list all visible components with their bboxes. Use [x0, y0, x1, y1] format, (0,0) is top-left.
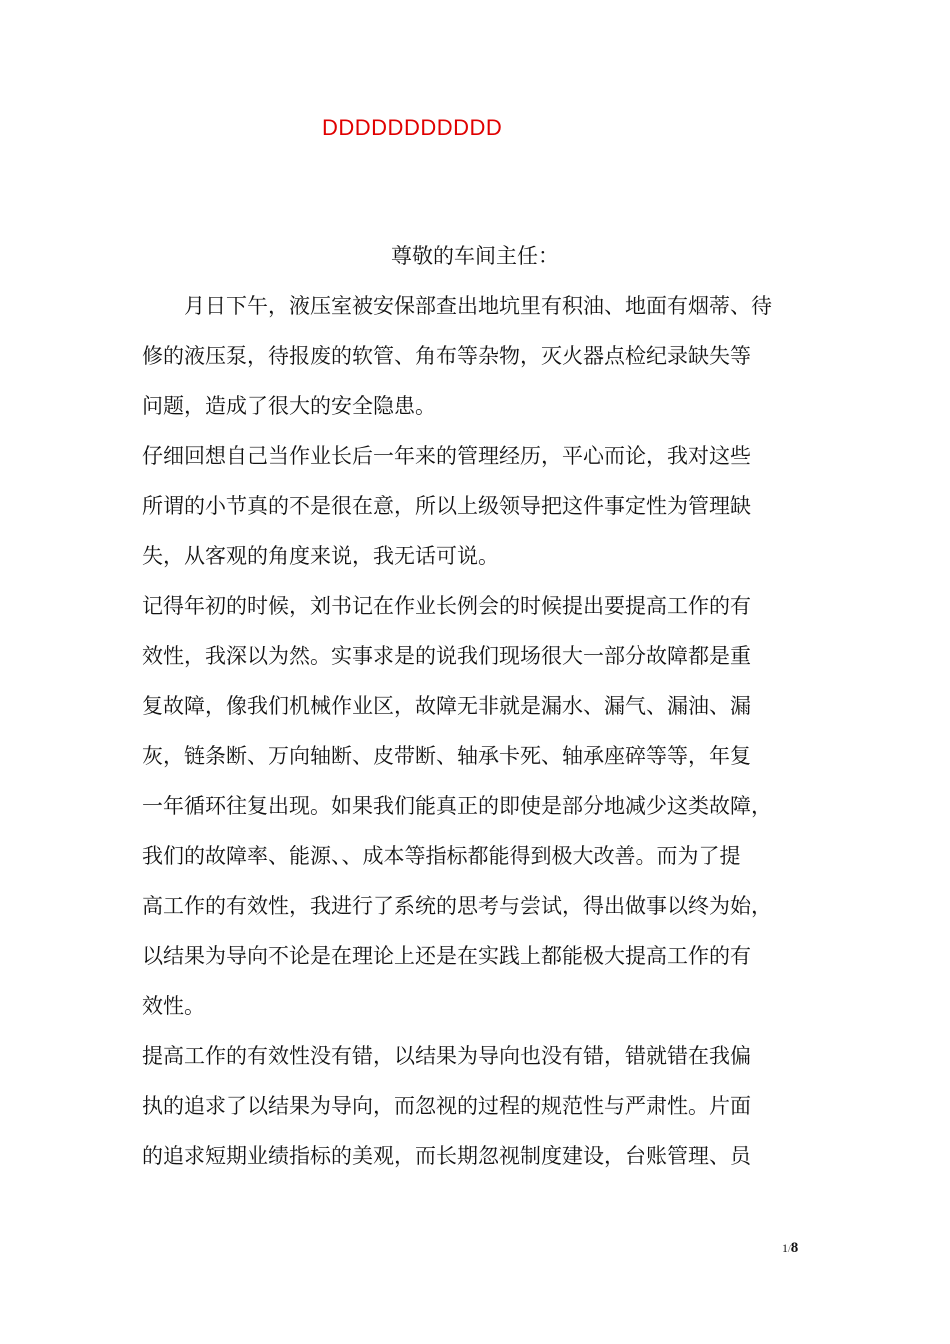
page-number — [782, 1240, 798, 1257]
page-current: 1 — [782, 1241, 788, 1255]
salutation: 尊敬的车间主任： — [391, 244, 559, 268]
body-line: 灰，链条断、万向轴断、皮带断、轴承卡死、轴承座碎等等，年复 — [142, 744, 751, 768]
document-title: DDDDDDDDDDD — [322, 115, 503, 140]
body-line: 失，从客观的角度来说，我无话可说。 — [142, 544, 499, 568]
body-line: 仔细回想自己当作业长后一年来的管理经历，平心而论，我对这些 — [142, 444, 751, 468]
body-line: 复故障，像我们机械作业区，故障无非就是漏水、漏气、漏油、漏 — [142, 694, 751, 718]
body-line: 的追求短期业绩指标的美观，而长期忽视制度建设，台账管理、员 — [142, 1144, 751, 1168]
body-line: 记得年初的时候，刘书记在作业长例会的时候提出要提高工作的有 — [142, 594, 751, 618]
page-separator: / — [788, 1244, 791, 1255]
body-line: 提高工作的有效性没有错，以结果为导向也没有错，错就错在我偏 — [142, 1044, 751, 1068]
body-line: 高工作的有效性，我进行了系统的思考与尝试，得出做事以终为始， — [142, 894, 772, 918]
page-total: 8 — [790, 1240, 799, 1256]
body-line: 问题，造成了很大的安全隐患。 — [142, 394, 436, 418]
body-line: 我们的故障率、能源、、成本等指标都能得到极大改善。而为了提 — [142, 844, 741, 868]
body-line: 月日下午，液压室被安保部查出地坑里有积油、地面有烟蒂、待 — [142, 294, 772, 318]
body-line: 效性，我深以为然。实事求是的说我们现场很大一部分故障都是重 — [142, 644, 751, 668]
body-line: 修的液压泵，待报废的软管、角布等杂物，灭火器点检纪录缺失等 — [142, 344, 751, 368]
body-line: 一年循环往复出现。如果我们能真正的即使是部分地减少这类故障， — [142, 794, 772, 818]
body-line: 所谓的小节真的不是很在意，所以上级领导把这件事定性为管理缺 — [142, 494, 751, 518]
body-line: 以结果为导向不论是在理论上还是在实践上都能极大提高工作的有 — [142, 944, 751, 968]
body-line: 效性。 — [142, 994, 205, 1018]
body-line: 执的追求了以结果为导向，而忽视的过程的规范性与严肃性。片面 — [142, 1094, 751, 1118]
